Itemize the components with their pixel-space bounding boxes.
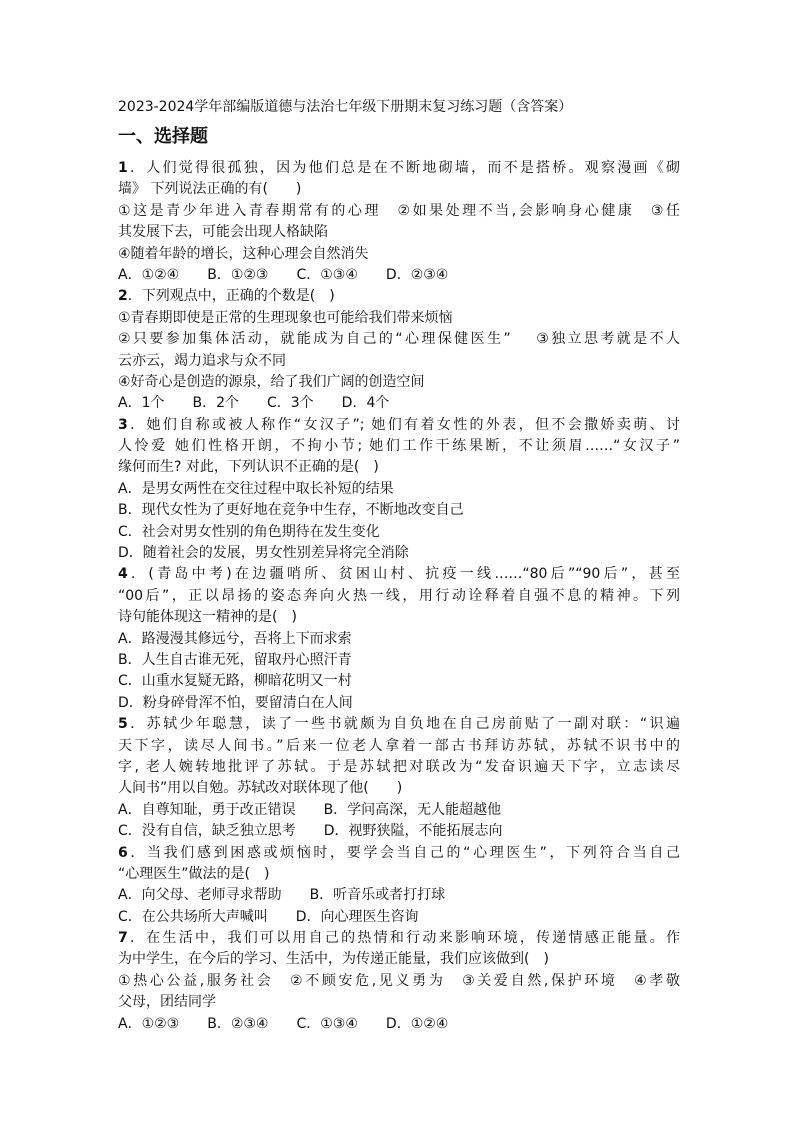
question-number: 5 xyxy=(118,716,128,733)
text-line xyxy=(118,351,680,372)
line-text: A．路漫漫其修远兮，吾将上下而求索 xyxy=(118,630,352,647)
line-text: C．社会对男女性别的角色期待在发生变化 xyxy=(118,523,380,540)
line-text: 其发展下去，可能会出现人格缺陷 xyxy=(118,224,328,241)
line-text: ①青春期即使是正常的生理现象也可能给我们带来烦恼 xyxy=(118,309,453,326)
line-text: D．随着社会的发展，男女性别差异将完全消除 xyxy=(118,545,409,562)
question-list xyxy=(118,158,680,1035)
text-line xyxy=(118,415,680,436)
line-text: A．是男女两性在交往过程中取长补短的结果 xyxy=(118,480,394,497)
text-line xyxy=(118,736,680,757)
text-line xyxy=(118,992,680,1013)
text-line xyxy=(118,201,680,222)
section-heading: 一、选择题 xyxy=(118,126,208,147)
text-line xyxy=(118,907,680,928)
line-text: ②只要参加集体活动，就能成为自己的“心理保健医生” ③独立思考就是不人 xyxy=(118,331,680,348)
text-line xyxy=(118,479,680,500)
text-line xyxy=(118,1014,680,1035)
text-line xyxy=(118,265,680,286)
text-line xyxy=(118,329,680,350)
text-line xyxy=(118,693,680,714)
question-number: 6 xyxy=(118,844,128,861)
text-line xyxy=(118,629,680,650)
line-text: 云亦云，竭力追求与众不同 xyxy=(118,352,286,369)
line-text: ．(青岛中考)在边疆哨所、贫困山村、抗疫一线……“80后”“90后”，甚至 xyxy=(127,566,680,583)
text-line xyxy=(118,158,680,179)
text-line xyxy=(118,457,680,478)
line-text: 诗句能体现这一精神的是( ) xyxy=(118,609,297,626)
text-line xyxy=(118,500,680,521)
text-line xyxy=(118,650,680,671)
line-text: ．在生活中，我们可以用自己的热情和行动来影响环境，传递情感正能量。作 xyxy=(127,930,680,947)
line-text: B．人生自古谁无死，留取丹心照汗青 xyxy=(118,651,352,668)
text-line xyxy=(118,308,680,329)
question-number: 3 xyxy=(118,416,128,433)
text-line xyxy=(118,778,680,799)
line-text: ．人们觉得很孤独，因为他们总是在不断地砌墙，而不是搭桥。观察漫画《砌 xyxy=(127,160,680,176)
line-text: 为中学生，在今后的学习、生活中，为传递正能量，我们应该做到( ) xyxy=(118,951,549,968)
text-line xyxy=(118,885,680,906)
line-text: B．现代女性为了更好地在竞争中生存，不断地改变自己 xyxy=(118,502,464,519)
line-text: 人怜爱 她们性格开朗，不拘小节; 她们工作干练果断，不让须眉……“女汉子” xyxy=(118,438,680,455)
question-number: 1 xyxy=(118,160,128,176)
text-line xyxy=(118,607,680,628)
line-text: “00后”，正以昂扬的姿态奔向火热一线，用行动诠释着自强不息的精神。下列 xyxy=(118,587,680,604)
text-line xyxy=(118,671,680,692)
line-text: A．自尊知耻，勇于改正错误 B．学问高深，无人能超越他 xyxy=(118,801,502,818)
line-text: ．她们自称或被人称作“女汉子”; 她们有着女性的外表，但不会撒娇卖萌、讨 xyxy=(127,416,680,433)
text-line xyxy=(118,821,680,842)
line-text: ①热心公益,服务社会 ②不顾安危,见义勇为 ③关爱自然,保护环境 ④孝敬 xyxy=(118,972,680,989)
line-text: ．苏轼少年聪慧，读了一些书就颇为自负地在自己房前贴了一副对联：“识遍 xyxy=(127,716,680,733)
line-text: 缘何而生? 对此，下列认识不正确的是( ) xyxy=(118,459,379,476)
line-text: A．向父母、老师寻求帮助 B．听音乐或者打打球 xyxy=(118,887,446,904)
line-text: “心理医生”做法的是( ) xyxy=(118,865,270,882)
line-text: C．在公共场所大声喊叫 D．向心理医生咨询 xyxy=(118,908,419,925)
text-line xyxy=(118,522,680,543)
line-text: C．没有自信，缺乏独立思考 D．视野狭隘，不能拓展志向 xyxy=(118,823,503,840)
line-text: ④随着年龄的增长，这种心理会自然消失 xyxy=(118,245,369,262)
text-line xyxy=(118,714,680,735)
text-line xyxy=(118,393,680,414)
line-text: D．粉身碎骨浑不怕，要留清白在人间 xyxy=(118,694,353,711)
line-text: ．当我们感到困惑或烦恼时，要学会当自己的“心理医生”，下列符合当自己 xyxy=(127,844,680,861)
line-text: 父母，团结同学 xyxy=(118,994,216,1011)
text-line xyxy=(118,757,680,778)
text-line xyxy=(118,179,680,200)
text-line xyxy=(118,564,680,585)
line-text: 字, 老人婉转地批评了苏轼。于是苏轼把对联改为“发奋识遍天下字，立志读尽 xyxy=(118,758,680,775)
text-line xyxy=(118,800,680,821)
line-text: A．①②③ B．②③④ C．①③④ D．①②④ xyxy=(118,1015,449,1032)
text-line xyxy=(118,244,680,265)
line-text: ．下列观点中，正确的个数是( ) xyxy=(127,288,335,305)
line-text: A．1个 B．2个 C．3个 D．4个 xyxy=(118,395,390,412)
line-text: ④好奇心是创造的源泉，给了我们广阔的创造空间 xyxy=(118,373,425,390)
question-number: 7 xyxy=(118,930,128,947)
question-number: 2 xyxy=(118,288,128,305)
text-line xyxy=(118,586,680,607)
text-line xyxy=(118,949,680,970)
text-line xyxy=(118,372,680,393)
text-line xyxy=(118,286,680,307)
document-title: 2023-2024学年部编版道德与法治七年级下册期末复习练习题（含答案） xyxy=(118,99,573,115)
line-text: ①这是青少年进入青春期常有的心理 ②如果处理不当,会影响身心健康 ③任 xyxy=(118,202,680,219)
text-line xyxy=(118,436,680,457)
line-text: C．山重水复疑无路，柳暗花明又一村 xyxy=(118,673,352,690)
text-line xyxy=(118,843,680,864)
text-line xyxy=(118,222,680,243)
text-line xyxy=(118,971,680,992)
question-number: 4 xyxy=(118,566,128,583)
text-line xyxy=(118,928,680,949)
line-text: 墙》 下列说法正确的有( ) xyxy=(118,181,302,198)
text-line xyxy=(118,543,680,564)
line-text: 人间书”用以自勉。苏轼改对联体现了他( ) xyxy=(118,780,403,797)
text-line xyxy=(118,864,680,885)
line-text: A．①②④ B．①②③ C．①③④ D．②③④ xyxy=(118,266,449,283)
line-text: 天下字，读尽人间书。”后来一位老人拿着一部古书拜访苏轼，苏轼不识书中的 xyxy=(118,737,680,754)
